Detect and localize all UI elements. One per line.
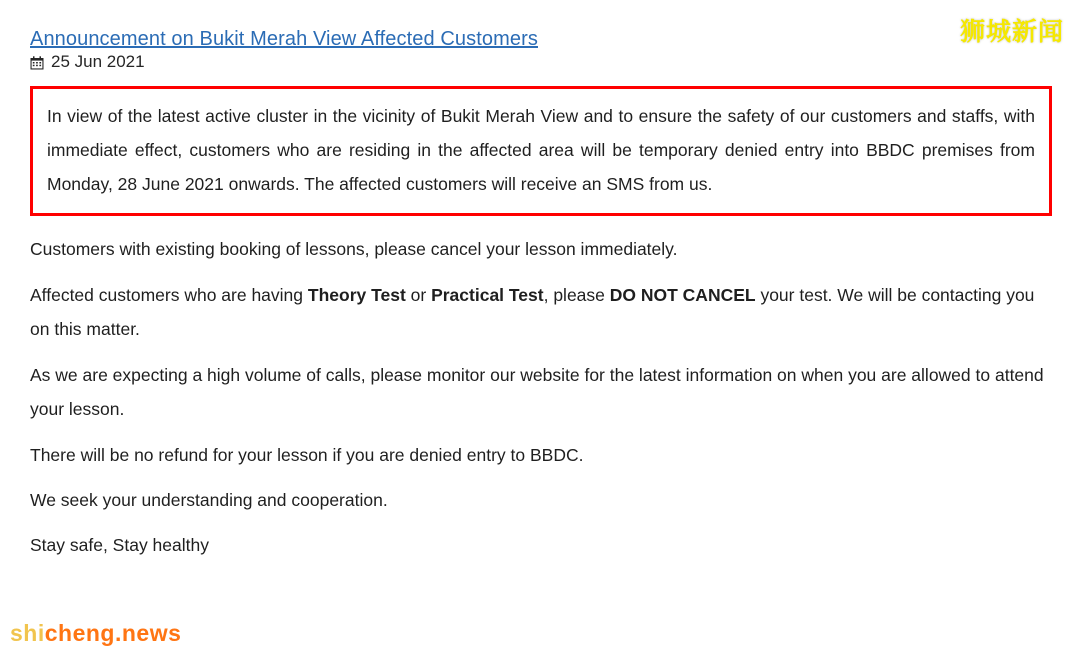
tests-practical-test: Practical Test <box>431 285 544 305</box>
highlight-text: In view of the latest active cluster in the vicinity of Bukit Merah View and to ensure the safety of our customers and staffs, with immediate effect, customers who are residing in the affected area will be temporary denied entry into BBDC premises from Monday, 28 June 2021 onwards. The affected customers will receive an SMS from us. <box>47 106 1035 194</box>
watermark-chinese: 狮城新闻 <box>959 17 1064 46</box>
tests-seg-1: Affected customers who are having <box>30 285 308 305</box>
paragraph-understanding: We seek your understanding and cooperation. <box>30 490 388 510</box>
watermark-english-right: cheng.news <box>44 620 182 646</box>
paragraph-tests <box>30 278 1052 346</box>
watermark-english-left: shi <box>10 620 45 646</box>
tests-seg-4: your test. We will be contacting you on this matter. <box>30 285 1035 339</box>
tests-seg-3: , please <box>543 285 610 305</box>
calendar-icon <box>30 56 44 70</box>
tests-seg-2: or <box>405 285 432 305</box>
paragraph-no-refund: There will be no refund for your lesson if you are denied entry to BBDC. <box>30 445 584 465</box>
article-date-row <box>30 52 1052 72</box>
paragraph-stay-safe: Stay safe, Stay healthy <box>30 535 209 555</box>
article-date: 25 Jun 2021 <box>51 52 145 71</box>
watermark-english <box>10 620 181 647</box>
article-title-link[interactable]: Announcement on Bukit Merah View Affected Customers <box>30 28 538 50</box>
paragraph-cancel-lesson: Customers with existing booking of lessons, please cancel your lesson immediately. <box>30 239 678 259</box>
highlight-callout <box>30 86 1052 216</box>
tests-do-not-cancel: DO NOT CANCEL <box>609 285 756 305</box>
paragraph-call-volume: As we are expecting a high volume of calls, please monitor our website for the latest information on when you are allowed to attend your lesson. <box>30 365 1044 419</box>
tests-theory-test: Theory Test <box>307 285 406 305</box>
